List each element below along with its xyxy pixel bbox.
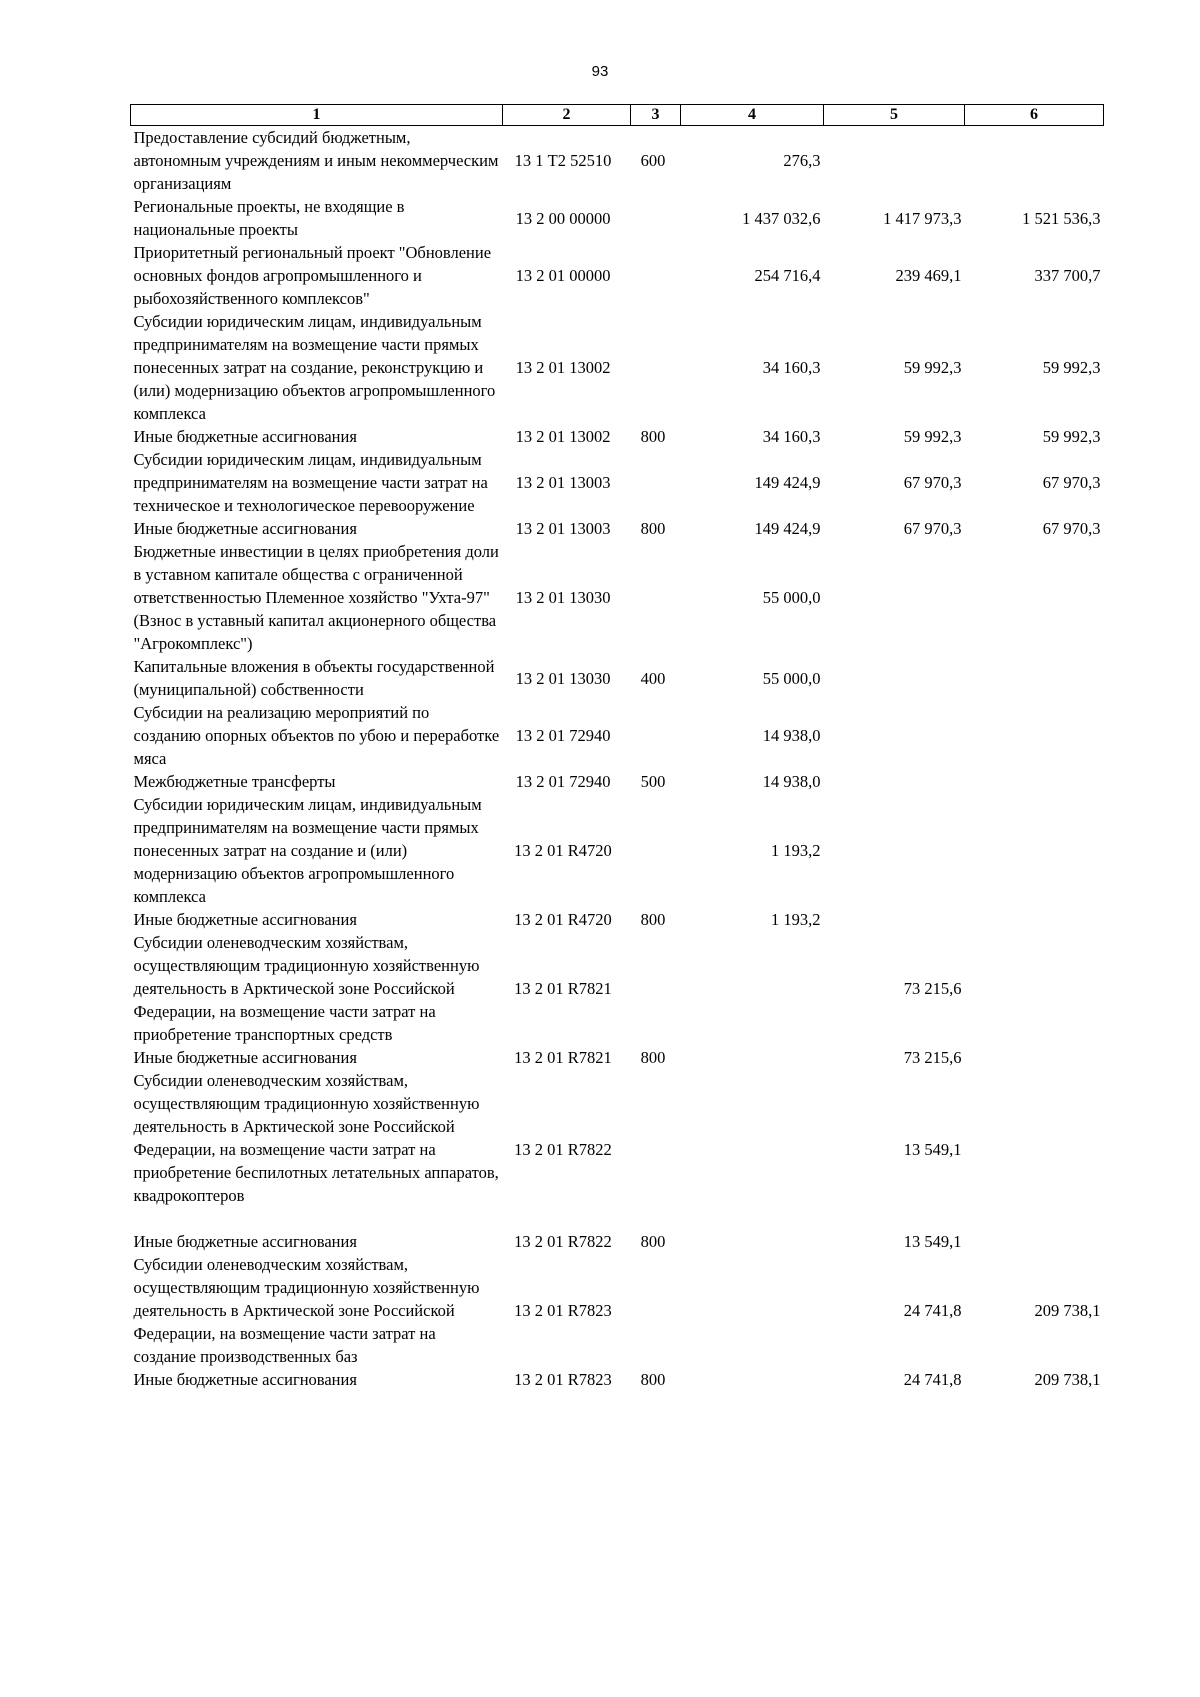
row-code-cell: 13 2 01 R7822 xyxy=(514,1232,612,1251)
row-value-col5: 59 992,3 xyxy=(903,427,962,446)
row-value-col6 xyxy=(965,1069,1104,1230)
table-row xyxy=(131,908,1104,931)
row-value-col4: 14 938,0 xyxy=(762,726,821,745)
row-name-cell: Субсидии оленеводческим хозяйствам, осуществляющим традиционную хозяйственную деятельность в Арктической зоне Российской Федерации, на возмещение части затрат на приобретение беспилотных летательных аппаратов, квадрокоптеров xyxy=(133,1071,499,1205)
row-type-cell xyxy=(631,793,681,908)
row-value-col5: 13 549,1 xyxy=(903,1140,962,1159)
column-header: 5 xyxy=(824,105,965,126)
row-name-cell: Предоставление субсидий бюджетным, автономным учреждениям и иным некоммерческим организациям xyxy=(133,128,499,193)
row-value-col5 xyxy=(824,793,965,908)
row-name-cell: Иные бюджетные ассигнования xyxy=(133,1232,357,1251)
table-row xyxy=(131,425,1104,448)
row-value-col5: 1 417 973,3 xyxy=(883,208,962,228)
row-code-cell: 13 2 01 72940 xyxy=(515,772,611,791)
row-value-col5 xyxy=(824,540,965,655)
row-value-col5: 239 469,1 xyxy=(895,266,962,285)
row-name-cell: Субсидии юридическим лицам, индивидуальным предпринимателям на возмещение части прямых понесенных затрат на создание и (или) модернизацию объектов агропромышленного комплекса xyxy=(133,795,482,906)
row-value-col4 xyxy=(681,1046,824,1069)
row-name-cell: Бюджетные инвестиции в целях приобретения доли в уставном капитале общества с ограниченной ответственностью Племенное хозяйство "Ухта-97" (Взнос в уставный капитал акционерного общества "Агрокомплекс") xyxy=(133,542,499,653)
row-name-cell: Субсидии на реализацию мероприятий по созданию опорных объектов по убою и переработке мяса xyxy=(133,703,500,768)
row-value-col6: 59 992,3 xyxy=(1042,427,1101,446)
row-value-col6: 59 992,3 xyxy=(1042,358,1101,377)
row-value-col5: 73 215,6 xyxy=(903,1048,962,1067)
row-value-col4 xyxy=(681,931,824,1046)
row-value-col6 xyxy=(965,1046,1104,1069)
table-row xyxy=(131,540,1104,655)
row-name-cell: Субсидии оленеводческим хозяйствам, осуществляющим традиционную хозяйственную деятельность в Арктической зоне Российской Федерации, на возмещение части затрат на создание производственных баз xyxy=(133,1255,480,1366)
row-value-col4: 276,3 xyxy=(783,151,821,170)
row-value-col4: 55 000,0 xyxy=(762,668,821,688)
table-row xyxy=(131,241,1104,310)
row-value-col4 xyxy=(681,1230,824,1253)
page-number: 93 xyxy=(591,63,609,80)
row-code-cell: 13 2 01 13003 xyxy=(515,519,611,538)
table-row xyxy=(131,195,1104,241)
row-value-col6: 337 700,7 xyxy=(1034,266,1101,285)
row-type-cell xyxy=(631,931,681,1046)
row-name-cell: Иные бюджетные ассигнования xyxy=(133,519,357,538)
row-type-cell xyxy=(631,241,681,310)
column-header: 6 xyxy=(965,105,1104,126)
table-row xyxy=(131,655,1104,701)
table-row xyxy=(131,448,1104,517)
column-header: 2 xyxy=(503,105,631,126)
row-value-col5 xyxy=(824,655,965,701)
row-value-col6 xyxy=(965,126,1104,196)
row-value-col6 xyxy=(965,908,1104,931)
table-row xyxy=(131,517,1104,540)
table-row xyxy=(131,770,1104,793)
row-value-col4 xyxy=(681,1069,824,1230)
row-type-cell xyxy=(631,701,681,770)
row-type-cell xyxy=(631,1253,681,1368)
row-code-cell: 13 2 01 R7823 xyxy=(514,1301,612,1320)
row-code-cell: 13 2 01 13030 xyxy=(515,588,611,607)
row-value-col6: 67 970,3 xyxy=(1042,473,1101,492)
row-code-cell: 13 2 01 R4720 xyxy=(514,841,612,860)
row-value-col6 xyxy=(965,540,1104,655)
row-value-col5 xyxy=(824,770,965,793)
row-type-cell: 800 xyxy=(640,427,666,446)
row-value-col5 xyxy=(824,701,965,770)
row-code-cell: 13 2 01 R7821 xyxy=(514,979,612,998)
row-value-col5: 67 970,3 xyxy=(903,473,962,492)
row-name-cell: Иные бюджетные ассигнования xyxy=(133,1370,357,1389)
column-header: 3 xyxy=(631,105,681,126)
row-value-col4: 14 938,0 xyxy=(762,772,821,791)
row-type-cell: 500 xyxy=(640,772,666,791)
table-row xyxy=(131,1046,1104,1069)
row-value-col4: 254 716,4 xyxy=(754,266,821,285)
row-code-cell: 13 2 01 13003 xyxy=(515,473,611,492)
table-row xyxy=(131,701,1104,770)
row-value-col6 xyxy=(965,770,1104,793)
row-value-col4 xyxy=(681,1253,824,1368)
row-value-col6: 209 738,1 xyxy=(1034,1301,1101,1320)
row-value-col6: 209 738,1 xyxy=(1034,1370,1101,1389)
row-type-cell: 800 xyxy=(640,910,666,929)
row-value-col4: 34 160,3 xyxy=(762,358,821,377)
row-value-col5: 24 741,8 xyxy=(903,1301,962,1320)
table-row xyxy=(131,1253,1104,1368)
row-type-cell: 600 xyxy=(640,151,666,170)
column-header: 4 xyxy=(681,105,824,126)
row-value-col6: 67 970,3 xyxy=(1042,519,1101,538)
row-code-cell: 13 2 01 13002 xyxy=(515,427,611,446)
row-value-col4 xyxy=(681,1368,824,1391)
row-value-col5: 59 992,3 xyxy=(903,358,962,377)
row-type-cell xyxy=(631,1069,681,1230)
row-code-cell: 13 2 01 R4720 xyxy=(514,910,612,929)
row-value-col6 xyxy=(965,1230,1104,1253)
row-name-cell: Иные бюджетные ассигнования xyxy=(133,910,357,929)
row-value-col5: 73 215,6 xyxy=(903,979,962,998)
row-code-cell: 13 2 01 R7822 xyxy=(514,1140,612,1159)
row-name-cell: Иные бюджетные ассигнования xyxy=(133,1048,357,1067)
row-name-cell: Субсидии юридическим лицам, индивидуальным предпринимателям на возмещение части затрат на техническое и технологическое перевооружение xyxy=(133,450,488,515)
row-value-col4: 1 193,2 xyxy=(771,910,821,929)
table-row xyxy=(131,1069,1104,1230)
row-code-cell: 13 2 00 00000 xyxy=(515,208,611,228)
table-header-row xyxy=(131,105,1104,126)
row-value-col4: 55 000,0 xyxy=(762,588,821,607)
row-type-cell: 800 xyxy=(640,1232,666,1251)
row-name-cell: Субсидии оленеводческим хозяйствам, осуществляющим традиционную хозяйственную деятельность в Арктической зоне Российской Федерации, на возмещение части затрат на приобретение транспортных средств xyxy=(133,933,480,1044)
row-type-cell: 800 xyxy=(640,519,666,538)
row-code-cell: 13 2 01 13030 xyxy=(515,668,611,688)
table-row xyxy=(131,310,1104,425)
table-row xyxy=(131,793,1104,908)
row-value-col4: 34 160,3 xyxy=(762,427,821,446)
row-code-cell: 13 2 01 R7823 xyxy=(514,1370,612,1389)
row-name-cell: Приоритетный региональный проект "Обновление основных фондов агропромышленного и рыбохозяйственного комплексов" xyxy=(133,243,492,308)
row-value-col6 xyxy=(965,655,1104,701)
table-row xyxy=(131,126,1104,196)
row-value-col4: 149 424,9 xyxy=(754,473,821,492)
row-name-cell: Региональные проекты, не входящие в национальные проекты xyxy=(133,197,405,239)
table-row xyxy=(131,931,1104,1046)
row-code-cell: 13 2 01 13002 xyxy=(515,358,611,377)
row-code-cell: 13 1 Т2 52510 xyxy=(514,151,612,170)
column-header: 1 xyxy=(131,105,503,126)
table-body xyxy=(131,126,1104,1392)
budget-table xyxy=(130,104,1104,1391)
row-name-cell: Субсидии юридическим лицам, индивидуальным предпринимателям на возмещение части прямых понесенных затрат на создание, реконструкцию и (или) модернизацию объектов агропромышленного комплекса xyxy=(133,312,496,423)
table-row xyxy=(131,1230,1104,1253)
row-code-cell: 13 2 01 R7821 xyxy=(514,1048,612,1067)
row-type-cell xyxy=(631,195,681,241)
row-code-cell: 13 2 01 00000 xyxy=(515,266,611,285)
row-value-col5: 13 549,1 xyxy=(903,1232,962,1251)
row-type-cell xyxy=(631,540,681,655)
table-row xyxy=(131,1368,1104,1391)
row-value-col4: 1 437 032,6 xyxy=(742,208,821,228)
row-type-cell: 400 xyxy=(640,668,666,688)
row-name-cell: Капитальные вложения в объекты государственной (муниципальной) собственности xyxy=(133,657,495,699)
row-code-cell: 13 2 01 72940 xyxy=(515,726,611,745)
row-value-col6 xyxy=(965,931,1104,1046)
row-value-col5 xyxy=(824,908,965,931)
row-value-col5: 24 741,8 xyxy=(903,1370,962,1389)
row-value-col4: 149 424,9 xyxy=(754,519,821,538)
row-value-col6 xyxy=(965,701,1104,770)
row-type-cell: 800 xyxy=(640,1048,666,1067)
row-type-cell xyxy=(631,448,681,517)
row-value-col6 xyxy=(965,793,1104,908)
row-name-cell: Иные бюджетные ассигнования xyxy=(133,427,357,446)
row-value-col5 xyxy=(824,126,965,196)
row-value-col4: 1 193,2 xyxy=(771,841,821,860)
row-value-col6: 1 521 536,3 xyxy=(1022,208,1101,228)
row-value-col5: 67 970,3 xyxy=(903,519,962,538)
row-type-cell: 800 xyxy=(640,1370,666,1389)
row-name-cell: Межбюджетные трансферты xyxy=(133,772,336,791)
row-type-cell xyxy=(631,310,681,425)
